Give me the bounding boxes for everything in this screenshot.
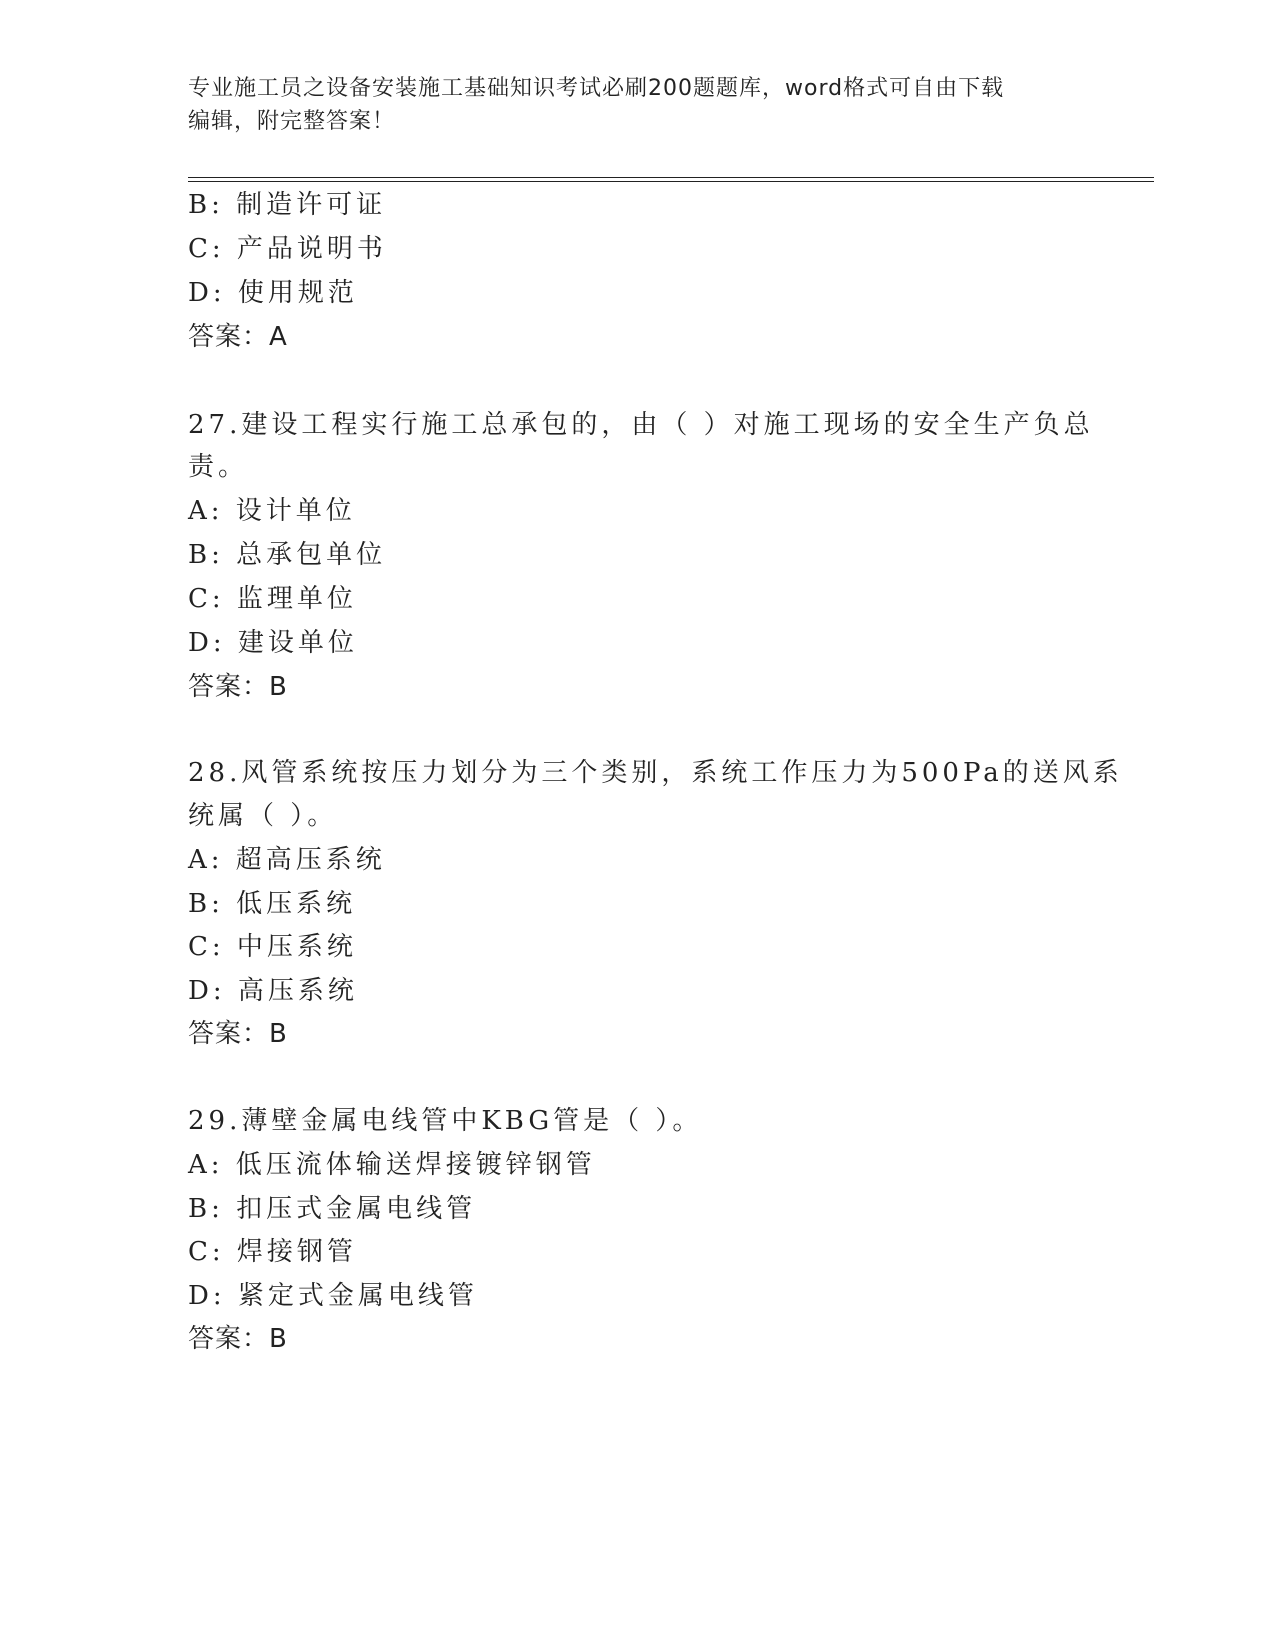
question-28-option-a: A: 超高压系统 [188, 845, 386, 875]
question-28-answer: 答案：B [188, 1019, 288, 1049]
header-line-2: 编辑，附完整答案！ [188, 109, 396, 134]
question-28-option-c: C: 中压系统 [188, 932, 357, 962]
question-29-stem: 29.薄壁金属电线管中KBG管是（ ）。 [188, 1106, 703, 1136]
question-27-answer: 答案：B [188, 672, 288, 702]
document-header [188, 72, 1068, 138]
question-28-stem: 28.风管系统按压力划分为三个类别，系统工作压力为500Pa的送风系 [188, 758, 1123, 788]
question-28-stem-cont: 统属（ ）。 [188, 801, 338, 831]
question-29-option-b: B: 扣压式金属电线管 [188, 1194, 477, 1224]
question-29-option-a: A: 低压流体输送焊接镀锌钢管 [188, 1150, 596, 1180]
question-29-option-c: C: 焊接钢管 [188, 1237, 357, 1267]
header-divider [188, 177, 1154, 182]
question-27-option-d: D: 建设单位 [188, 628, 358, 658]
question-28-option-b: B: 低压系统 [188, 889, 357, 919]
question-28-option-d: D: 高压系统 [188, 976, 358, 1006]
option-b: B: 制造许可证 [188, 190, 387, 220]
question-27-option-b: B: 总承包单位 [188, 540, 387, 570]
question-29-answer: 答案：B [188, 1324, 288, 1354]
answer: 答案：A [188, 322, 288, 352]
question-29-option-d: D: 紧定式金属电线管 [188, 1281, 478, 1311]
question-27-option-a: A: 设计单位 [188, 496, 356, 526]
question-27-stem-cont: 责。 [188, 452, 249, 482]
question-27-stem: 27.建设工程实行施工总承包的，由（ ）对施工现场的安全生产负总 [188, 410, 1094, 440]
header-line-1: 专业施工员之设备安装施工基础知识考试必刷200题题库，word格式可自由下载 [188, 76, 1005, 101]
option-d: D: 使用规范 [188, 278, 358, 308]
option-c: C: 产品说明书 [188, 234, 387, 264]
question-27-option-c: C: 监理单位 [188, 584, 357, 614]
